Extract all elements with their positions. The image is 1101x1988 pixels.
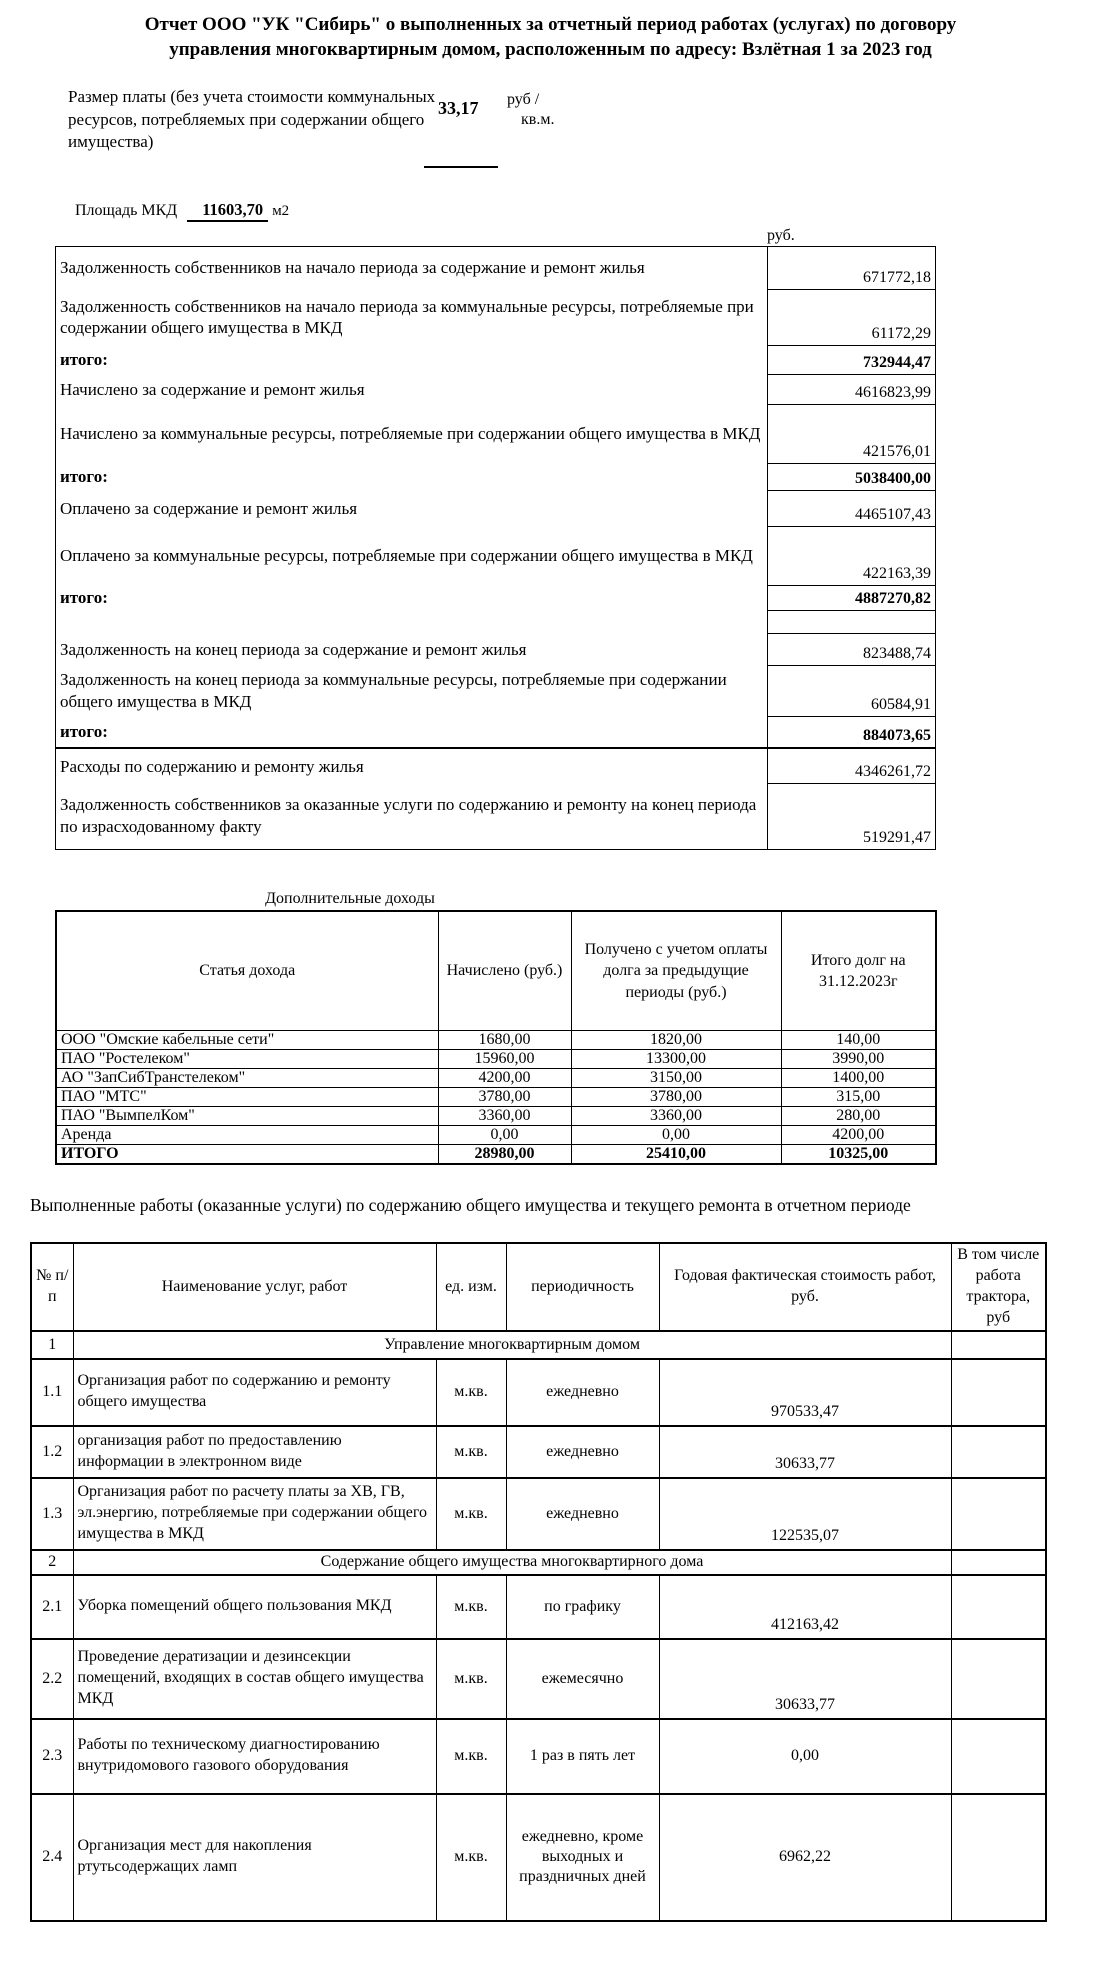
income-total-label: ИТОГО [56,1145,438,1165]
area-label: Площадь МКД [75,202,178,220]
income-row [56,1126,936,1145]
works-row [31,1639,1046,1719]
summary-row-value: 5038400,00 [768,463,936,490]
column-header: В том числе работа трактора, руб [951,1243,1046,1330]
summary-row [56,665,936,716]
income-total-accrued: 28980,00 [438,1145,571,1165]
tractor-cell [951,1426,1046,1478]
work-period: ежедневно [506,1426,659,1478]
work-unit: м.кв. [436,1719,506,1794]
work-unit: м.кв. [436,1639,506,1719]
summary-row-value: 4465107,43 [768,490,936,526]
payment-rate-block [0,86,1101,170]
column-header: Начислено (руб.) [438,911,571,1031]
work-name: Проведение дератизации и дезинсекции помещений, входящих в состав общего имущества МКД [73,1639,436,1719]
income-total-row [56,1145,936,1165]
summary-row-value: 884073,65 [768,716,936,748]
income-row [56,1107,936,1126]
column-header: Годовая фактическая стоимость работ, руб. [659,1243,951,1330]
payment-unit-line1: руб / [507,91,540,109]
summary-row-label: Начислено за содержание и ремонт жилья [56,374,768,404]
section-label: Управление многоквартирным домом [73,1331,951,1359]
area-value: 11603,70 [187,200,268,222]
summary-row-label: Начислено за коммунальные ресурсы, потребляемые при содержании общего имущества в МКД [56,404,768,463]
income-row [56,1050,936,1069]
income-name: ООО "Омские кабельные сети" [56,1031,438,1050]
work-unit: м.кв. [436,1359,506,1426]
tractor-cell [951,1359,1046,1426]
tractor-cell [951,1639,1046,1719]
payment-rate-unit [507,90,554,130]
work-name: Организация работ по содержанию и ремонту общего имущества [73,1359,436,1426]
column-header: ед. изм. [436,1243,506,1330]
additional-income-table [55,910,937,1166]
summary-row-label [56,610,768,633]
income-received: 3780,00 [571,1088,781,1107]
column-header: Статья дохода [56,911,438,1031]
income-debt: 315,00 [781,1088,936,1107]
summary-row-label: итого: [56,716,768,748]
income-name: АО "ЗапСибТранстелеком" [56,1069,438,1088]
payment-unit-line2: кв.м. [521,111,555,129]
summary-row-total [56,345,936,374]
works-section-row [31,1550,1046,1575]
summary-row-value: 671772,18 [768,246,936,289]
work-unit: м.кв. [436,1794,506,1921]
work-unit: м.кв. [436,1426,506,1478]
area-line [75,200,1101,220]
summary-row-total [56,463,936,490]
tractor-cell [951,1478,1046,1550]
summary-row-label: Задолженность на конец периода за коммунальные ресурсы, потребляемые при содержании общего имущества в МКД [56,665,768,716]
summary-row [56,289,936,345]
payment-rate-label: Размер платы (без учета стоимости коммунальных ресурсов, потребляемых при содержании общего имущества) [68,87,436,152]
income-accrued: 4200,00 [438,1069,571,1088]
work-cost: 412163,42 [659,1575,951,1639]
payment-rate-underline [424,166,498,168]
summary-row [56,404,936,463]
work-name: организация работ по предоставлению информации в электронном виде [73,1426,436,1478]
summary-row-label: Расходы по содержанию и ремонту жилья [56,748,768,783]
summary-row-value: 519291,47 [768,783,936,849]
work-cost: 30633,77 [659,1426,951,1478]
income-accrued: 3360,00 [438,1107,571,1126]
summary-row-total [56,585,936,610]
income-debt: 140,00 [781,1031,936,1050]
work-cost: 6962,22 [659,1794,951,1921]
column-header: Итого долг на 31.12.2023г [781,911,936,1031]
income-row [56,1069,936,1088]
work-period: ежемесячно [506,1639,659,1719]
income-name: ПАО "ВымпелКом" [56,1107,438,1126]
column-header: Наименование услуг, работ [73,1243,436,1330]
tractor-cell [951,1331,1046,1359]
income-name: ПАО "МТС" [56,1088,438,1107]
report-title: Отчет ООО "УК "Сибирь" о выполненных за отчетный период работах (услугах) по договору управления многоквартирным домом, расположенным по адресу: Взлётная 1 за 2023 год [144,14,957,60]
column-header: Получено с учетом оплаты долга за предыдущие периоды (руб.) [571,911,781,1031]
currency-label: руб. [767,227,795,245]
summary-row-value: 4887270,82 [768,585,936,610]
row-number: 2 [31,1550,73,1575]
work-period: по графику [506,1575,659,1639]
income-debt: 1400,00 [781,1069,936,1088]
work-unit: м.кв. [436,1478,506,1550]
summary-row-label: Задолженность на конец периода за содержание и ремонт жилья [56,633,768,665]
summary-row-value: 732944,47 [768,345,936,374]
summary-row-value: 421576,01 [768,404,936,463]
tractor-cell [951,1794,1046,1921]
income-received: 0,00 [571,1126,781,1145]
summary-row-value: 4346261,72 [768,748,936,783]
works-row [31,1719,1046,1794]
row-number: 2.1 [31,1575,73,1639]
income-accrued: 0,00 [438,1126,571,1145]
summary-row-value: 823488,74 [768,633,936,665]
row-number: 1.2 [31,1426,73,1478]
summary-row [56,374,936,404]
work-name: Организация работ по расчету платы за ХВ, ГВ, эл.энергию, потребляемые при содержании общего имущества в МКД [73,1478,436,1550]
work-period: ежедневно, кроме выходных и праздничных дней [506,1794,659,1921]
income-row [56,1031,936,1050]
income-accrued: 1680,00 [438,1031,571,1050]
summary-row-value [768,610,936,633]
row-number: 1 [31,1331,73,1359]
row-number: 1.3 [31,1478,73,1550]
income-debt: 4200,00 [781,1126,936,1145]
works-row [31,1575,1046,1639]
summary-row [56,490,936,526]
works-header-row [31,1243,1046,1330]
summary-row-label: Оплачено за содержание и ремонт жилья [56,490,768,526]
work-name: Уборка помещений общего пользования МКД [73,1575,436,1639]
income-name: ПАО "Ростелеком" [56,1050,438,1069]
summary-row-label: Задолженность собственников за оказанные услуги по содержанию и ремонту на конец периода по израсходованному факту [56,783,768,849]
works-row [31,1794,1046,1921]
work-cost: 122535,07 [659,1478,951,1550]
summary-row-value: 60584,91 [768,665,936,716]
income-debt: 280,00 [781,1107,936,1126]
column-header: периодичность [506,1243,659,1330]
income-accrued: 15960,00 [438,1050,571,1069]
work-period: 1 раз в пять лет [506,1719,659,1794]
summary-row-value: 4616823,99 [768,374,936,404]
summary-row-label: итого: [56,585,768,610]
area-unit: м2 [272,203,290,220]
summary-row-value: 422163,39 [768,526,936,585]
income-debt: 3990,00 [781,1050,936,1069]
income-name: Аренда [56,1126,438,1145]
summary-row [56,526,936,585]
summary-row-empty [56,610,936,633]
summary-row [56,783,936,849]
summary-row-label: Задолженность собственников на начало периода за коммунальные ресурсы, потребляемые при содержании общего имущества в МКД [56,289,768,345]
row-number: 1.1 [31,1359,73,1426]
income-total-debt: 10325,00 [781,1145,936,1165]
works-row [31,1426,1046,1478]
work-name: Работы по техническому диагностированию внутридомового газового оборудования [73,1719,436,1794]
section-label: Содержание общего имущества многоквартирного дома [73,1550,951,1575]
works-table [30,1242,1047,1921]
payment-rate-value: 33,17 [438,98,479,119]
work-period: ежедневно [506,1359,659,1426]
summary-row-label: итого: [56,463,768,490]
tractor-cell [951,1550,1046,1575]
works-section-title: Выполненные работы (оказанные услуги) по содержанию общего имущества и текущего ремонта в отчетном периоде [30,1195,911,1216]
work-cost: 30633,77 [659,1639,951,1719]
tractor-cell [951,1719,1046,1794]
tractor-cell [951,1575,1046,1639]
additional-income-title: Дополнительные доходы [265,889,435,907]
work-period: ежедневно [506,1478,659,1550]
summary-table [55,246,936,850]
income-received: 3360,00 [571,1107,781,1126]
income-received: 3150,00 [571,1069,781,1088]
work-cost: 970533,47 [659,1359,951,1426]
summary-row [56,633,936,665]
work-unit: м.кв. [436,1575,506,1639]
column-header: № п/п [31,1243,73,1330]
work-name: Организация мест для накопления ртутьсодержащих ламп [73,1794,436,1921]
works-section-row [31,1331,1046,1359]
summary-row-label: Оплачено за коммунальные ресурсы, потребляемые при содержании общего имущества в МКД [56,526,768,585]
summary-row-total [56,716,936,748]
summary-row-value: 61172,29 [768,289,936,345]
summary-row [56,748,936,783]
summary-row-label: итого: [56,345,768,374]
row-number: 2.2 [31,1639,73,1719]
summary-row-label: Задолженность собственников на начало периода за содержание и ремонт жилья [56,246,768,289]
works-row [31,1478,1046,1550]
income-received: 13300,00 [571,1050,781,1069]
income-accrued: 3780,00 [438,1088,571,1107]
work-cost: 0,00 [659,1719,951,1794]
summary-row [56,246,936,289]
row-number: 2.4 [31,1794,73,1921]
works-row [31,1359,1046,1426]
additional-income-header-row [56,911,936,1031]
row-number: 2.3 [31,1719,73,1794]
income-total-received: 25410,00 [571,1145,781,1165]
income-row [56,1088,936,1107]
income-received: 1820,00 [571,1031,781,1050]
